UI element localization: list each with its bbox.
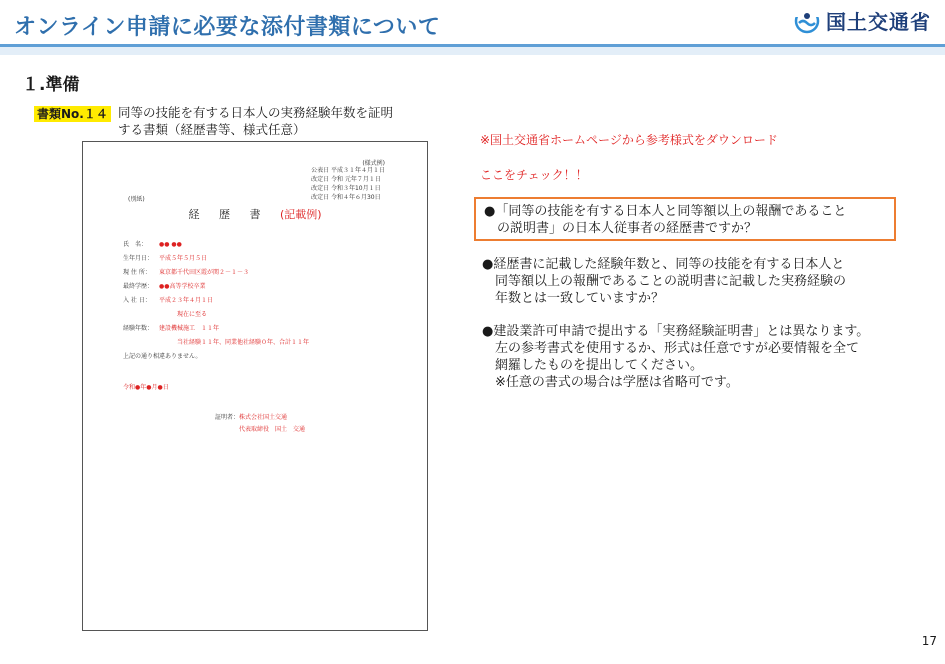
form-date: 令和●年●月●日 xyxy=(123,384,169,391)
rep-name: 国土 交通 xyxy=(275,426,306,433)
prover-label: 証明者： xyxy=(215,414,240,421)
field-label: 入 社 日： xyxy=(123,297,151,304)
document-description-line: 同等の技能を有する日本人の実務経験年数を証明 xyxy=(118,105,394,120)
field-label: 最終学歴： xyxy=(123,283,154,290)
page-header xyxy=(0,0,945,44)
bullet-certificate-difference xyxy=(482,323,869,391)
field-name xyxy=(123,238,309,252)
field-address xyxy=(123,266,309,280)
form-format-label: (様式例) xyxy=(362,160,385,167)
field-value: 平成２３年４月１日 xyxy=(159,297,214,304)
field-value: ●● ●● xyxy=(159,241,182,248)
date-line: 改定日 令和３年10月１日 xyxy=(311,185,381,192)
field-label: 生年月日： xyxy=(123,255,154,262)
form-signature xyxy=(215,412,305,436)
document-description-line: する書類（経歴書等、様式任意） xyxy=(118,122,306,137)
mlit-logo-icon xyxy=(794,8,820,34)
page-title: オンライン申請に必要な添付書類について xyxy=(14,15,441,40)
document-description xyxy=(118,104,418,138)
form-attachment-label: (別紙) xyxy=(128,196,145,203)
representative-line xyxy=(215,424,305,436)
field-label: 経験年数： xyxy=(123,325,154,332)
bullet-line: 左の参考書式を使用するか、形式は任意ですが必要情報を全て xyxy=(482,341,860,356)
rep-title: 代表取締役 xyxy=(239,426,270,433)
field-present: 現在に至る xyxy=(177,311,208,318)
bullet-experience-years xyxy=(482,256,846,307)
bullet-line: ●建設業許可申請で提出する「実務経験証明書」とは異なります。 xyxy=(482,324,870,339)
field-value-mark: ●● xyxy=(159,283,170,290)
logo-text: 国土交通省 xyxy=(826,10,931,34)
form-date-lines xyxy=(311,166,385,202)
section-title: １.準備 xyxy=(22,75,80,95)
check-here-note: ここをチェック！！ xyxy=(480,168,588,182)
field-value: 東京都千代田区霞が関２－１－３ xyxy=(159,269,250,276)
form-title-example: (記載例) xyxy=(279,208,322,221)
bullet-line: ※任意の書式の場合は学歴は省略可です。 xyxy=(482,375,739,390)
bullet-line: 年数とは一致していますか？ xyxy=(482,291,665,306)
form-statement: 上記の通り相違ありません。 xyxy=(123,353,202,360)
date-line: 改定日 令和４年６月30日 xyxy=(311,194,381,201)
field-value: 建設機械施工 １１年 xyxy=(159,325,220,332)
highlight-box xyxy=(474,197,896,241)
highlight-line: の説明書」の日本人従事者の経歴書ですか？ xyxy=(484,221,758,236)
prover-line xyxy=(215,412,305,424)
bullet-line: 同等額以上の報酬であることの説明書に記載した実務経験の xyxy=(482,274,847,289)
field-label: 氏 名： xyxy=(123,241,148,248)
date-line: 公表日 平成３１年４月１日 xyxy=(311,167,385,174)
bullet-line: ●経歴書に記載した経験年数と、同等の技能を有する日本人と xyxy=(482,257,845,272)
download-note: ※国土交通省ホームページから参考様式をダウンロード xyxy=(480,133,778,147)
field-experience xyxy=(123,322,309,336)
form-title xyxy=(83,206,427,222)
mlit-logo xyxy=(794,6,931,35)
date-line: 改定日 令和 元年７月１日 xyxy=(311,176,381,183)
field-value: 平成５年５月５日 xyxy=(159,255,208,262)
field-label: 現 住 所： xyxy=(123,269,151,276)
field-education xyxy=(123,280,309,294)
field-experience-detail: 当社経験１１年、同業他社経験０年、合計１１年 xyxy=(177,339,310,346)
field-join-date xyxy=(123,294,309,308)
form-fields xyxy=(123,238,309,364)
document-number-tag: 書類No.１４ xyxy=(34,106,111,122)
page-number: 17 xyxy=(921,634,937,648)
highlight-line: ●「同等の技能を有する日本人と同等額以上の報酬であること xyxy=(484,204,847,219)
field-value: 高等学校卒業 xyxy=(169,283,206,290)
sample-resume-form xyxy=(82,141,428,631)
bullet-line: 網羅したものを提出してください。 xyxy=(482,358,704,373)
highlight-text xyxy=(484,203,846,237)
form-title-text: 経 歴 書 xyxy=(188,208,269,221)
field-birth xyxy=(123,252,309,266)
header-rule xyxy=(0,44,945,55)
prover-value: 株式会社国土交通 xyxy=(239,414,288,421)
